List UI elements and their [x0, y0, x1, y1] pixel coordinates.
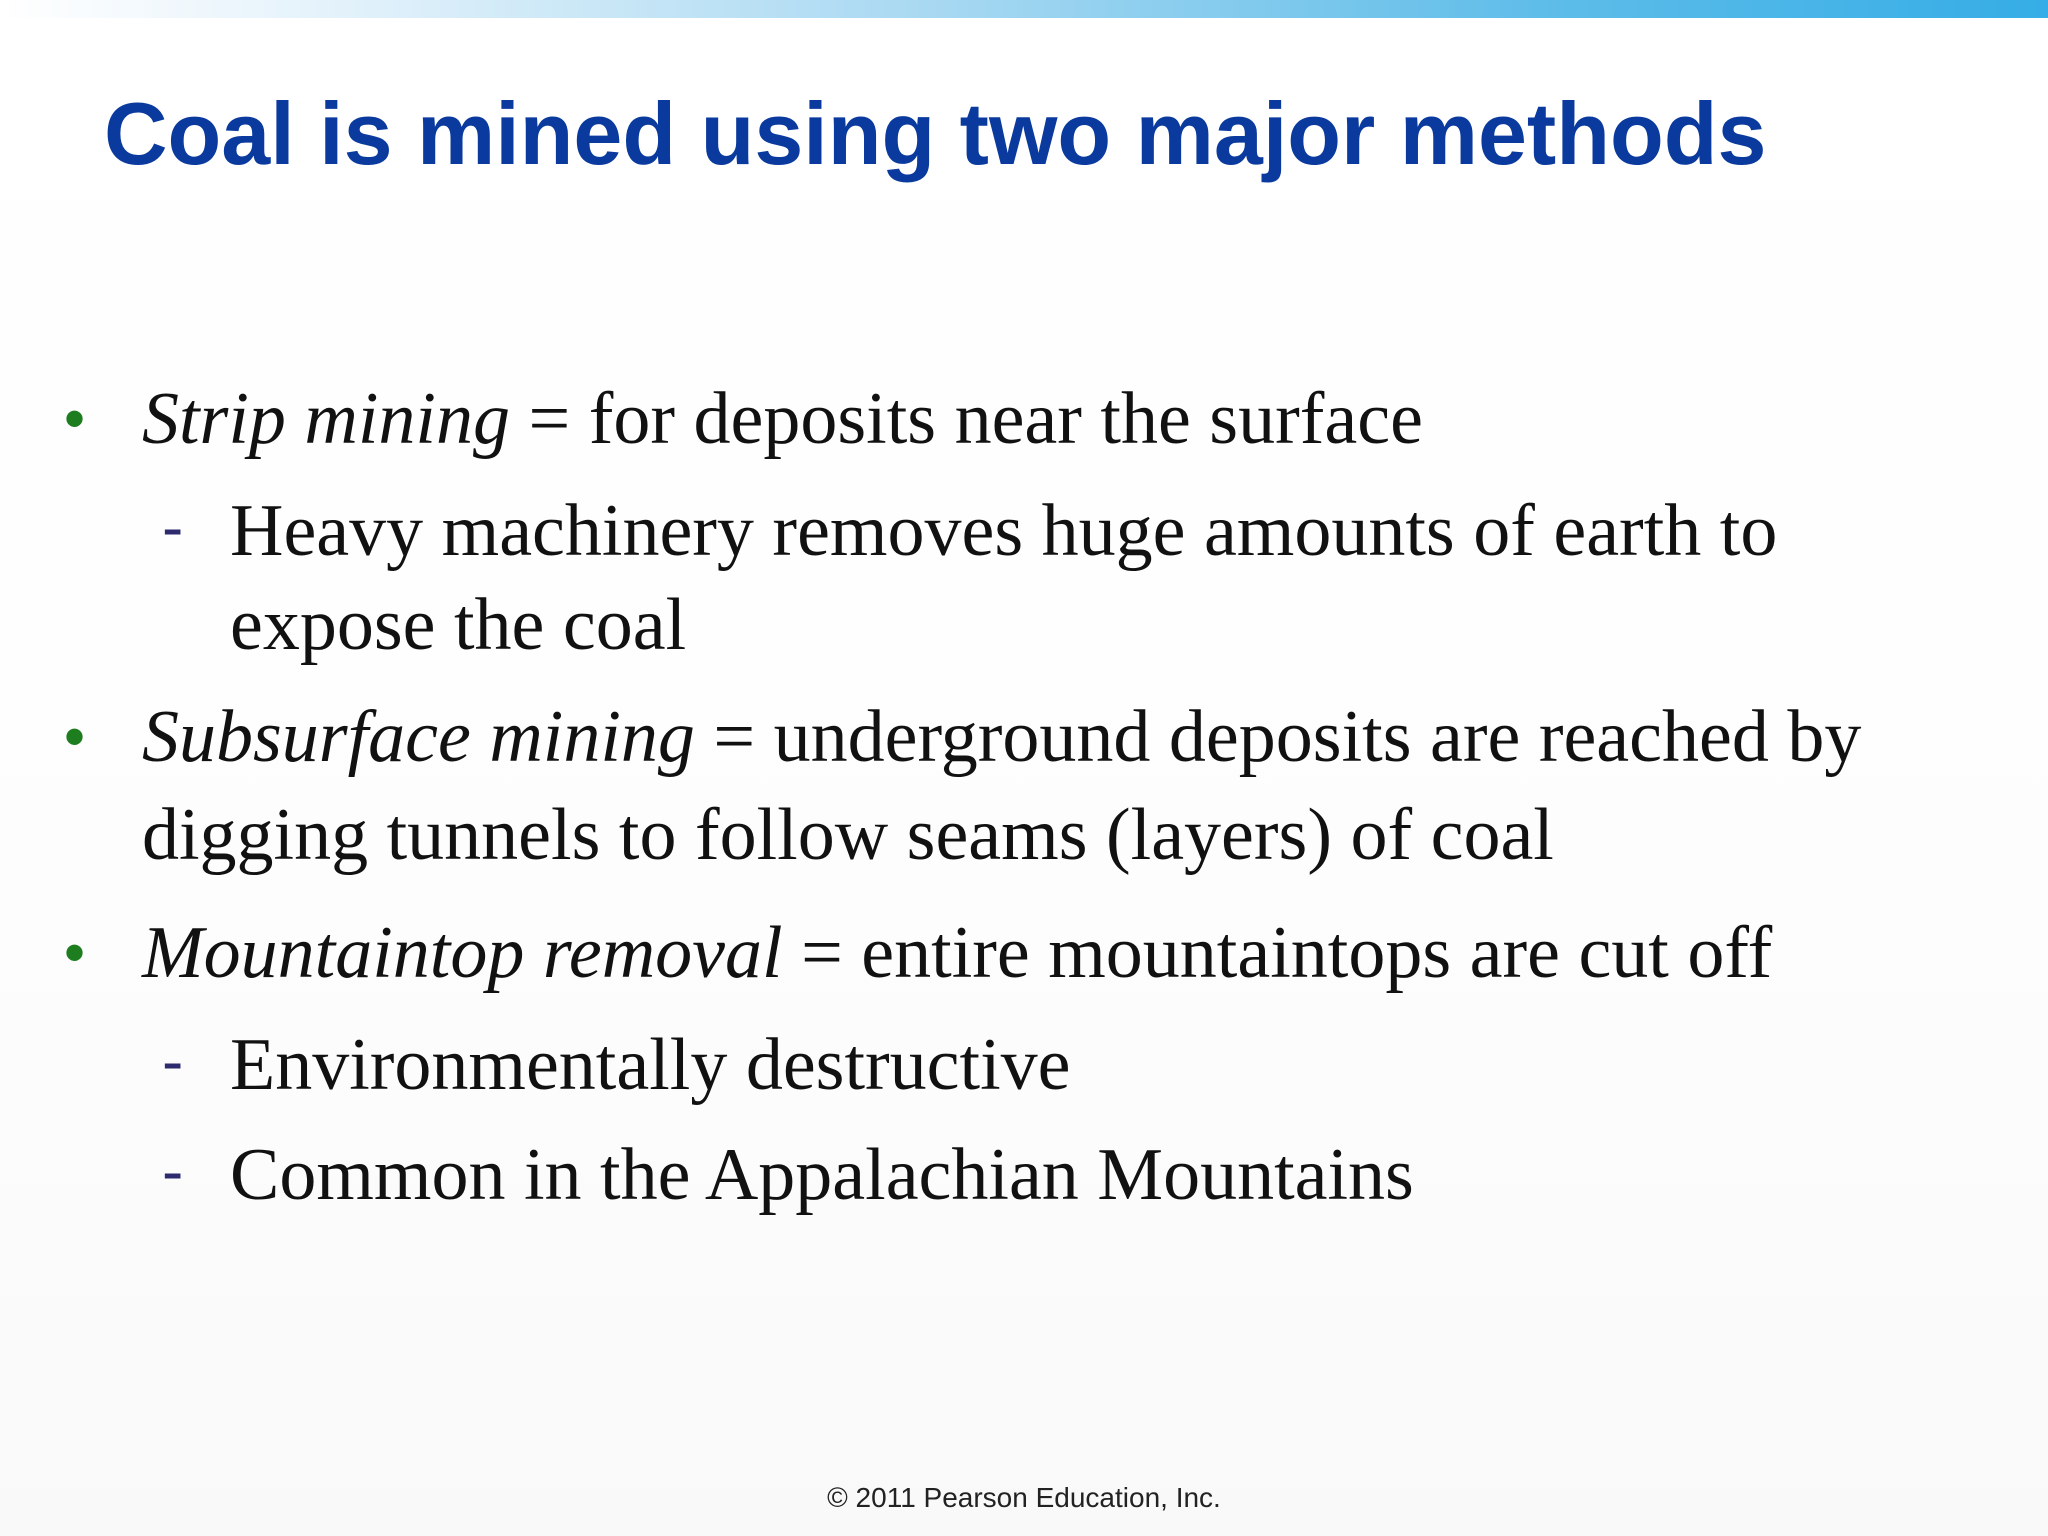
bullet-text: = entire mountaintops are cut off [782, 912, 1773, 994]
sub-item-text: Common in the Appalachian Mountains [230, 1134, 1414, 1216]
bullet-item-strip-mining [0, 370, 1942, 468]
dash-icon: - [162, 1025, 184, 1097]
bullet-item-mountaintop-removal [0, 904, 1942, 1002]
bullet-dot-icon: • [64, 385, 86, 452]
bullet-text: = for deposits near the surface [509, 378, 1423, 460]
bullet-item-subsurface-mining [0, 688, 1942, 884]
sub-item-text: Heavy machinery removes huge amounts of earth to expose the coal [230, 490, 1778, 666]
copyright-footer: © 2011 Pearson Education, Inc. [827, 1482, 1221, 1513]
top-accent-bar [0, 0, 2048, 18]
bullet-term: Strip mining [142, 378, 510, 460]
slide-title: Coal is mined using two major methods [104, 84, 1767, 183]
dash-icon: - [162, 491, 184, 563]
bullet-term: Subsurface mining [142, 696, 695, 778]
sub-item-text: Environmentally destructive [230, 1024, 1071, 1106]
sub-item-heavy-machinery [0, 484, 1930, 672]
dash-icon: - [162, 1135, 184, 1207]
sub-item-environmentally-destructive [0, 1018, 1930, 1112]
bullet-list [0, 370, 2048, 1238]
bullet-dot-icon: • [64, 703, 86, 770]
bullet-term: Mountaintop removal [142, 912, 783, 994]
bullet-text: = underground deposits are reached by digging tunnels to follow seams (layers) of coal [142, 696, 1862, 876]
bullet-dot-icon: • [64, 919, 86, 986]
sub-item-appalachian [0, 1128, 1930, 1222]
